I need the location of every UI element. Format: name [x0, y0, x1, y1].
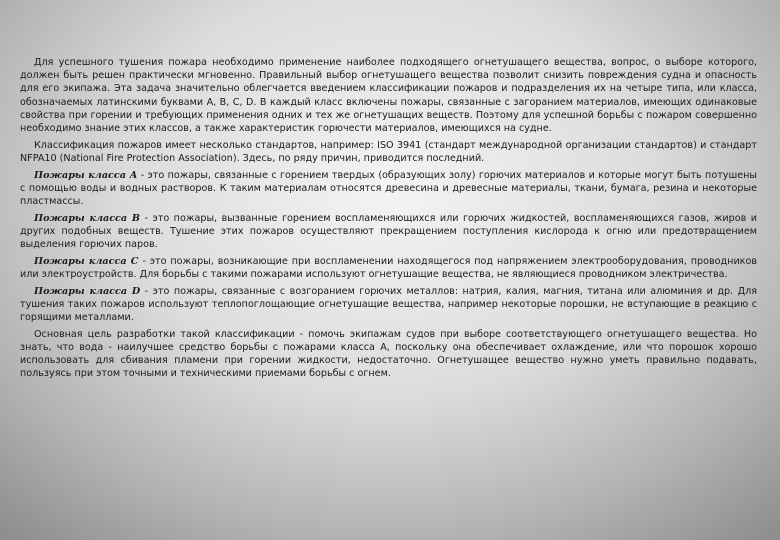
- paragraph-class-c: [20, 255, 757, 281]
- paragraph-text: - это пожары, вызванные горением воспламеняющихся или горючих жидкостей, воспламеняющихся газов, жиров и других подобных веществ. Тушение этих пожаров осуществляют прекращением поступления кислорода к огню или предотвращением выделения горючих паров.: [20, 212, 757, 251]
- paragraph-text: Классификация пожаров имеет несколько стандартов, например: ISO 3941 (стандарт международной организации стандартов) и стандарт NFPA10 (National Fire Protection Association). Здесь, по ряду причин, приводится последний.: [20, 139, 757, 164]
- class-b-term: Пожары класса В: [34, 212, 140, 224]
- paragraph-class-b: [20, 212, 757, 252]
- class-d-term: Пожары класса D: [34, 285, 141, 297]
- paragraph-intro: [20, 56, 757, 135]
- paragraph-standards: [20, 139, 757, 165]
- paragraph-text: Основная цель разработки такой классификации - помочь экипажам судов при выборе соответствующего огнетушащего вещества. Но знать, что вода - наилучшее средство борьбы с пожарами класса А, поскольку она обеспечивает охлаждение, или что порошок хорошо использовать для сбивания пламени при горении жидкости, недостаточно. Огнетушащее вещество нужно уметь правильно подавать, пользуясь при этом точными и техническими приемами борьбы с огнем.: [20, 328, 757, 380]
- class-a-term: Пожары класса А: [34, 169, 138, 181]
- paragraph-conclusion: [20, 328, 757, 381]
- document-body: [20, 56, 757, 384]
- paragraph-class-a: [20, 169, 757, 209]
- paragraph-text: - это пожары, связанные с горением твердых (образующих золу) горючих материалов и которые могут быть потушены с помощью воды и водных растворов. К таким материалам относятся древесина и древесные материалы, ткани, бумага, резина и некоторые пластмассы.: [20, 169, 757, 208]
- paragraph-text: - это пожары, связанные с возгоранием горючих металлов: натрия, калия, магния, титана или алюминия и др. Для тушения таких пожаров используют теплопоглощающие огнетушащие вещества, например некоторые порошки, не вступающие в реакцию с горящими металлами.: [20, 285, 757, 324]
- class-c-term: Пожары класса С: [34, 255, 139, 267]
- paragraph-text: Для успешного тушения пожара необходимо применение наиболее подходящего огнетушащего вещества, вопрос, о выборе которого, должен быть решен практически мгновенно. Правильный выбор огнетушащего вещества позволит снизить повреждения судна и опасность для его экипажа. Эта задача значительно облегчается введением классификации пожаров и подразделения их на четыре типа, или класса, обозначаемых латинскими буквами A, B, C, D. В каждый класс включены пожары, связанные с загоранием материалов, имеющих одинаковые свойства при горении и требующих применения одних и тех же огнетушащих веществ. Поэтому для успешной борьбы с пожаром совершенно необходимо знание этих классов, а также характеристик горючести материалов, имеющихся на судне.: [20, 57, 757, 135]
- paragraph-text: - это пожары, возникающие при воспламенении находящегося под напряжением электрооборудования, проводников или электроустройств. Для борьбы с такими пожарами используют огнетушащие вещества, не являющиеся проводником электричества.: [20, 255, 757, 281]
- paragraph-class-d: [20, 285, 757, 325]
